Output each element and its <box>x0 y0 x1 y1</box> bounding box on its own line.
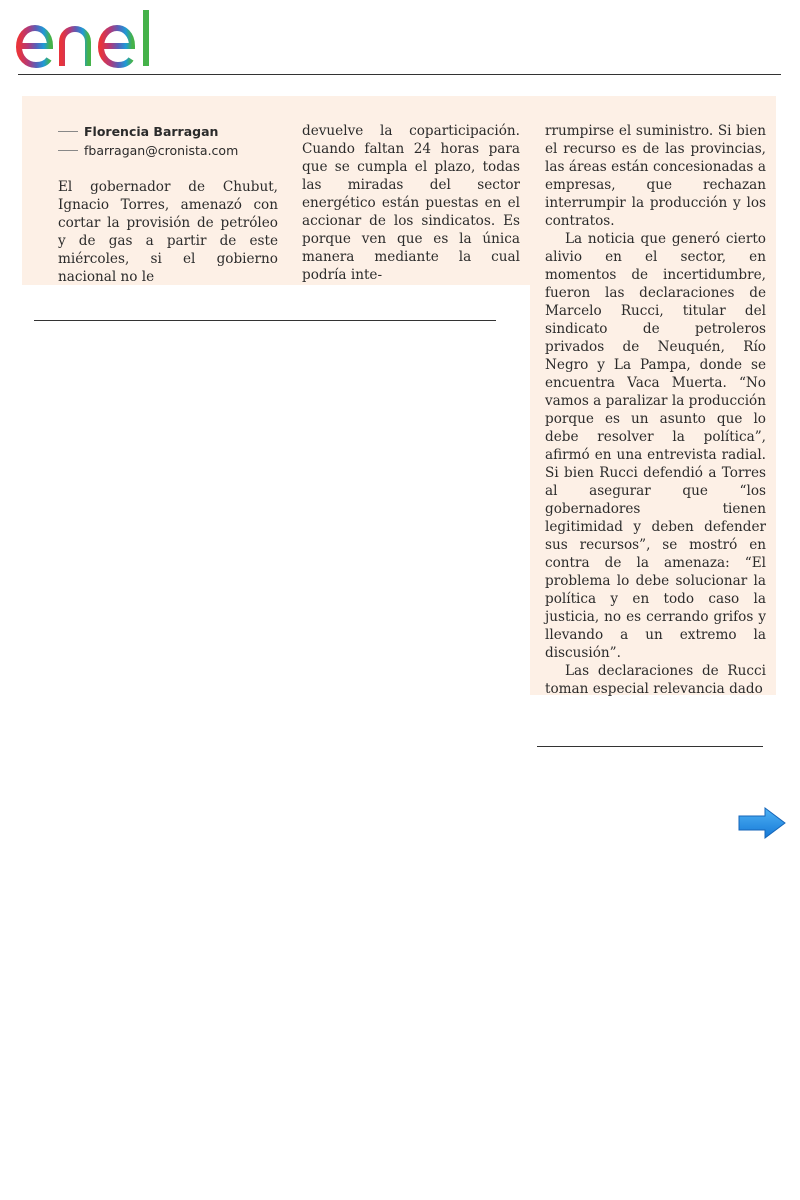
section-divider <box>34 320 496 321</box>
article-paragraph: devuelve la coparticipación. Cuando faltan 24 horas para que se cumpla el plazo, todas las miradas del sector energético están puestas en el accionar de los sindicatos. Es porque ven que es la única manera mediante la cual podría inte- <box>302 123 520 283</box>
article-column-2 <box>302 122 520 284</box>
article-column-3 <box>545 122 766 698</box>
author-byline <box>58 124 218 139</box>
article-paragraph: Las declaraciones de Rucci toman especial relevancia dado <box>545 663 766 697</box>
author-email-line <box>58 143 238 158</box>
arrow-right-icon[interactable] <box>737 806 787 840</box>
article-column-1 <box>58 178 278 286</box>
enel-logo <box>14 6 184 70</box>
author-name: Florencia Barragan <box>84 124 219 139</box>
section-divider <box>537 746 763 747</box>
article-paragraph: rrumpirse el suministro. Si bien el recurso es de las provincias, las áreas están concesionadas a empresas, que rechazan interrumpir la producción y los contratos. <box>545 123 766 229</box>
header-divider <box>18 74 781 75</box>
author-email: fbarragan@cronista.com <box>84 143 239 158</box>
article-paragraph: El gobernador de Chubut, Ignacio Torres, amenazó con cortar la provisión de petróleo y de gas a partir de este miércoles, si el gobierno nacional no le <box>58 179 278 285</box>
article-paragraph: La noticia que generó cierto alivio en el sector, en momentos de incertidumbre, fueron las declaraciones de Marcelo Rucci, titular del sindicato de petroleros privados de Neuquén, Río Negro y La Pampa, donde se encuentra Vaca Muerta. “No vamos a paralizar la producción porque es un asunto que lo debe resolver la política”, afirmó en una entrevista radial. Si bien Rucci defendió a Torres al asegurar que “los gobernadores tienen legitimidad y deben defender sus recursos”, se mostró en contra de la amenaza: “El problema lo debe solucionar la política y en todo caso la justicia, no es cerrando grifos y llevando a un extremo la discusión”. <box>545 231 766 661</box>
